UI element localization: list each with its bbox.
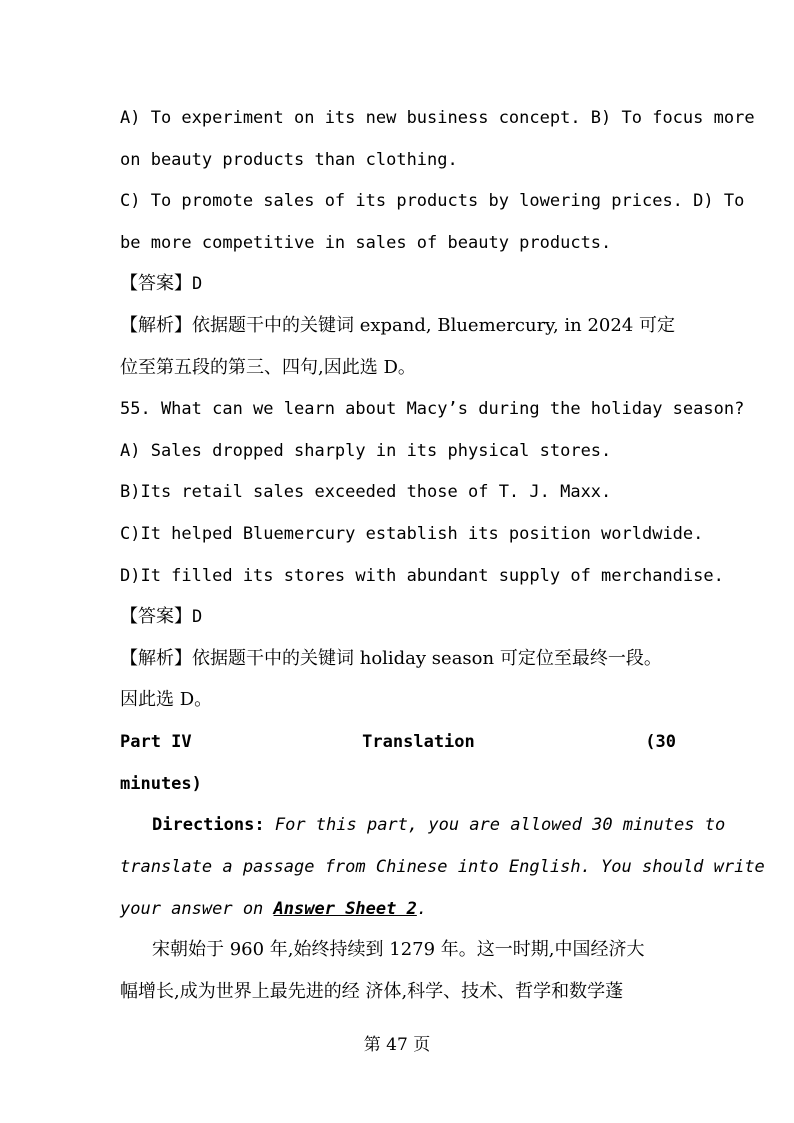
- q54-option-c-d: C) To promote sales of its products by lowering prices. D) To: [120, 191, 745, 211]
- q55-option-d: D)It filled its stores with abundant supply of merchandise.: [120, 566, 724, 586]
- answer-value: D: [192, 274, 203, 294]
- q54-answer: [120, 272, 676, 296]
- page-number: 第 47 页: [363, 1035, 431, 1055]
- q55-option-b: B)Its retail sales exceeded those of T. J. Maxx.: [120, 482, 612, 502]
- q54-option-b-continued: on beauty products than clothing.: [120, 150, 458, 170]
- directions-text: For this part, you are allowed 30 minutes to: [274, 815, 726, 835]
- analysis-text: 依据题干中的关键词 expand, Bluemercury, in 2024 可定: [192, 315, 675, 336]
- q54-analysis-continued: 位至第五段的第三、四句,因此选 D。: [120, 357, 416, 378]
- directions-line-3: [120, 897, 676, 921]
- part-title: Translation: [362, 732, 475, 752]
- directions-period: .: [416, 899, 428, 919]
- part-time-continued: minutes): [120, 774, 202, 794]
- directions-line-2: translate a passage from Chinese into English. You should write: [120, 857, 765, 877]
- part-time: (30: [645, 732, 676, 752]
- analysis-label: 【解析】: [120, 315, 192, 336]
- q54-option-a-b: A) To experiment on its new business concept. B) To focus more: [120, 108, 755, 128]
- part-heading: [120, 730, 676, 754]
- answer-label: 【答案】: [120, 606, 192, 627]
- q55-analysis-continued: 因此选 D。: [120, 689, 213, 710]
- directions-label: Directions:: [152, 815, 265, 835]
- part-number: Part IV: [120, 732, 192, 752]
- q55-option-c: C)It helped Bluemercury establish its position worldwide.: [120, 524, 704, 544]
- q54-analysis: [120, 314, 676, 338]
- answer-sheet-reference: Answer Sheet 2: [273, 899, 417, 919]
- analysis-label: 【解析】: [120, 648, 192, 669]
- directions-line-1: [120, 813, 726, 837]
- q54-option-d-continued: be more competitive in sales of beauty products.: [120, 233, 612, 253]
- passage-line-1: 宋朝始于 960 年,始终持续到 1279 年。这一时期,中国经济大: [152, 939, 645, 960]
- analysis-text: 依据题干中的关键词 holiday season 可定位至最终一段。: [192, 648, 662, 669]
- answer-label: 【答案】: [120, 273, 192, 294]
- q55-analysis: [120, 647, 676, 671]
- q55-question: 55. What can we learn about Macy’s during the holiday season?: [120, 399, 745, 419]
- directions-text: your answer on: [120, 899, 264, 919]
- q55-answer: [120, 605, 676, 629]
- passage-line-2: 幅增长,成为世界上最先进的经 济体,科学、技术、哲学和数学蓬: [120, 981, 624, 1002]
- answer-value: D: [192, 607, 203, 627]
- q55-option-a: A) Sales dropped sharply in its physical stores.: [120, 441, 612, 461]
